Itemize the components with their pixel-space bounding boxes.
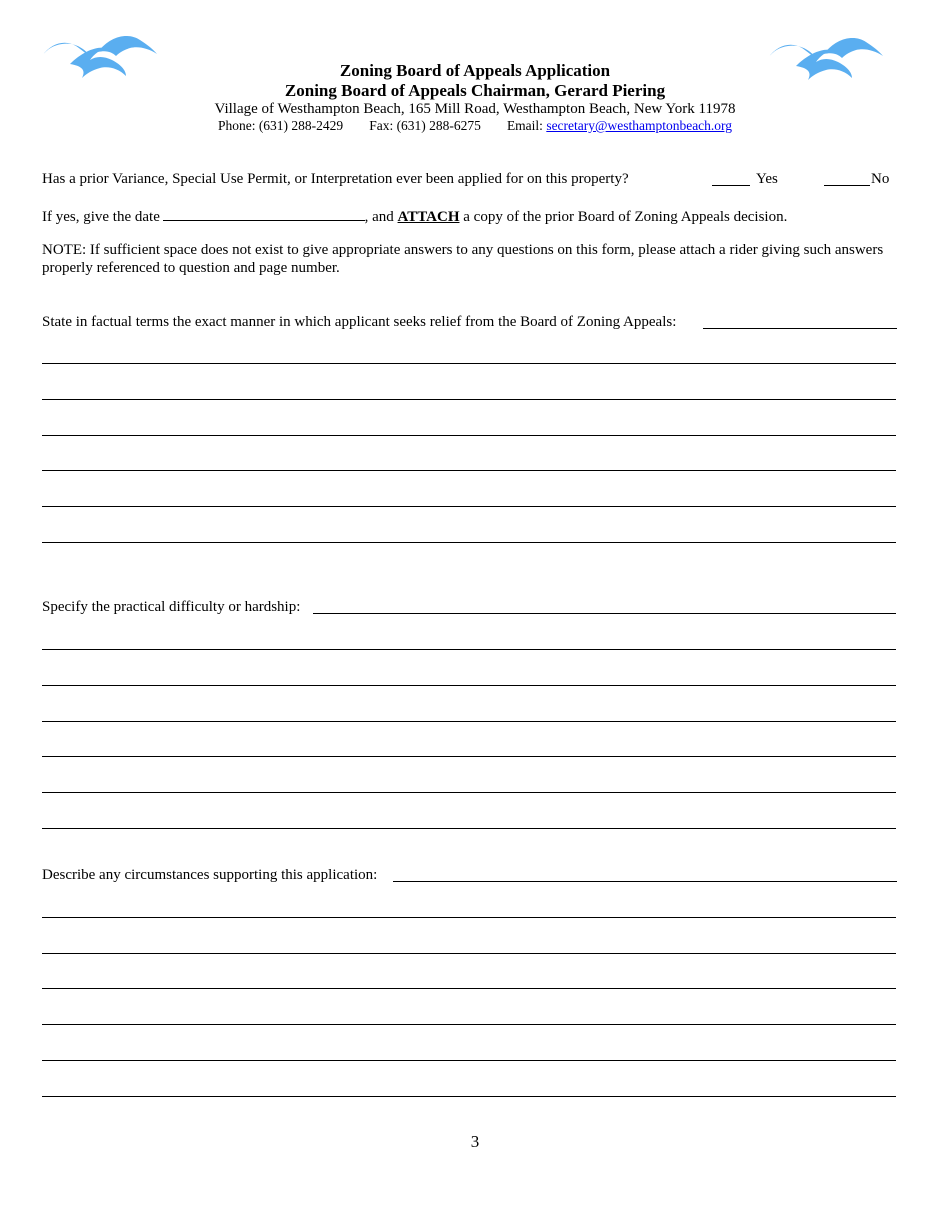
hardship-answer-line[interactable] [313, 613, 896, 614]
circumstances-answer-line[interactable] [42, 1024, 896, 1025]
circumstances-answer-line[interactable] [42, 1060, 896, 1061]
email-label: Email: [506, 118, 543, 133]
hardship-answer-line[interactable] [42, 721, 896, 722]
no-blank[interactable] [824, 185, 870, 186]
hardship-question: Specify the practical difficulty or hardship: [42, 599, 301, 615]
hardship-answer-line[interactable] [42, 828, 896, 829]
note-text: NOTE: If sufficient space does not exist to give appropriate answers to any questions on this form, please attach a rider giving such answers properly referenced to question and page number. [42, 242, 884, 276]
prior-date-row [42, 206, 898, 226]
date-prefix: If yes, give the date [42, 209, 160, 225]
yes-blank[interactable] [712, 185, 750, 186]
hardship-answer-line[interactable] [42, 649, 896, 650]
relief-answer-line[interactable] [42, 470, 896, 471]
relief-answer-line[interactable] [42, 399, 896, 400]
relief-answer-line[interactable] [42, 506, 896, 507]
relief-question: State in factual terms the exact manner in which applicant seeks relief from the Board of Zoning Appeals: [42, 314, 677, 330]
circumstances-question: Describe any circumstances supporting this application: [42, 867, 378, 883]
circumstances-answer-line[interactable] [42, 953, 896, 954]
circumstances-answer-line[interactable] [42, 988, 896, 989]
date-suffix: a copy of the prior Board of Zoning Appeals decision. [463, 209, 788, 225]
circumstances-answer-line[interactable] [42, 1096, 896, 1097]
fax: Fax: (631) 288-6275 [369, 118, 481, 133]
village-address: Village of Westhampton Beach, 165 Mill Road, Westhampton Beach, New York 11978 [214, 101, 736, 117]
phone: Phone: (631) 288-2429 [217, 118, 344, 133]
form-subtitle: Zoning Board of Appeals Chairman, Gerard Piering [284, 81, 666, 100]
contact-line [0, 118, 950, 134]
hardship-answer-line[interactable] [42, 792, 896, 793]
relief-answer-line[interactable] [703, 328, 897, 329]
date-middle: , and [364, 209, 394, 225]
prior-application-question: Has a prior Variance, Special Use Permit, or Interpretation ever been applied for on this property? [42, 171, 629, 187]
circumstances-answer-line[interactable] [393, 881, 897, 882]
yes-label: Yes [756, 171, 778, 187]
no-label: No [871, 171, 890, 187]
relief-answer-line[interactable] [42, 435, 896, 436]
form-title: Zoning Board of Appeals Application [339, 61, 611, 80]
page-number: 3 [470, 1132, 480, 1151]
relief-answer-line[interactable] [42, 542, 896, 543]
hardship-answer-line[interactable] [42, 685, 896, 686]
date-blank[interactable] [163, 206, 365, 221]
email-link[interactable]: secretary@westhamptonbeach.org [546, 118, 733, 133]
attach-word: ATTACH [397, 209, 460, 225]
hardship-answer-line[interactable] [42, 756, 896, 757]
circumstances-answer-line[interactable] [42, 917, 896, 918]
relief-answer-line[interactable] [42, 363, 896, 364]
